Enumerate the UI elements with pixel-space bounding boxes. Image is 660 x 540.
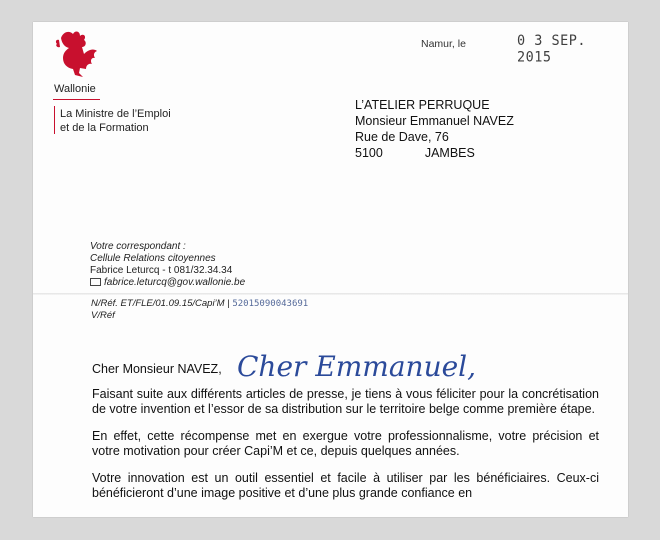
- ministry-name: [60, 107, 171, 135]
- correspondent-email-row: [90, 277, 245, 289]
- letter-body: [92, 387, 599, 513]
- letter-page: [33, 22, 628, 517]
- body-paragraph-2: En effet, cette récompense met en exergue votre professionnalisme, votre précision et votre motivation pour créer Capi’M et ce, depuis quelques années.: [92, 429, 599, 458]
- body-paragraph-1: Faisant suite aux différents articles de presse, je tiens à vous féliciter pour la concrétisation de votre invention et l’essor de sa distribution sur le territoire belge comme première étape.: [92, 387, 599, 416]
- correspondent-email: fabrice.leturcq@gov.wallonie.be: [104, 277, 246, 288]
- reference-stamp-number: 52015090043691: [232, 299, 309, 309]
- our-reference-row: N/Réf. ET/FLE/01.09.15/Capi’M | 52015090043691: [91, 298, 309, 309]
- salutation: Cher Monsieur NAVEZ,: [92, 362, 222, 376]
- body-paragraph-3: Votre innovation est un outil essentiel et facile à utiliser par les bénéficiaires. Ceux-ci bénéficieront d’une image positive et d’une plus grande confiance en: [92, 471, 599, 500]
- recipient-address: [355, 97, 514, 161]
- correspondent-block: [90, 241, 245, 289]
- handwritten-greeting-text: Cher Emmanuel,: [237, 350, 477, 383]
- ministry-line-1: La Ministre de l’Emploi: [60, 108, 171, 120]
- our-reference: N/Réf. ET/FLE/01.09.15/Capi’M: [91, 298, 225, 309]
- your-reference: V/Réf: [91, 310, 115, 321]
- recipient-name: Monsieur Emmanuel NAVEZ: [355, 114, 514, 128]
- date-stamp: 0 3 SEP. 2015: [517, 32, 587, 66]
- wallonie-wordmark: Wallonie: [54, 83, 96, 95]
- paper-fold-line: [33, 293, 628, 295]
- ministry-accent-bar: [54, 106, 55, 134]
- handwritten-greeting: [233, 344, 477, 384]
- ministry-line-2: et de la Formation: [60, 122, 149, 134]
- recipient-postcode: 5100: [355, 146, 383, 160]
- recipient-city: JAMBES: [424, 146, 475, 160]
- recipient-street: Rue de Dave, 76: [355, 130, 449, 144]
- correspondent-heading: Votre correspondant :: [90, 241, 186, 252]
- recipient-company: L’ATELIER PERRUQUE: [355, 98, 490, 112]
- correspondent-name-phone: Fabrice Leturcq - t 081/32.34.34: [90, 265, 233, 276]
- correspondent-unit: Cellule Relations citoyennes: [90, 253, 216, 264]
- letter-place: Namur, le: [421, 38, 466, 50]
- references-block: [91, 298, 308, 321]
- envelope-icon: [90, 278, 101, 286]
- wallonie-rooster-logo-icon: [53, 28, 101, 80]
- logo-underline: [53, 99, 100, 100]
- recipient-city-line: [355, 145, 514, 161]
